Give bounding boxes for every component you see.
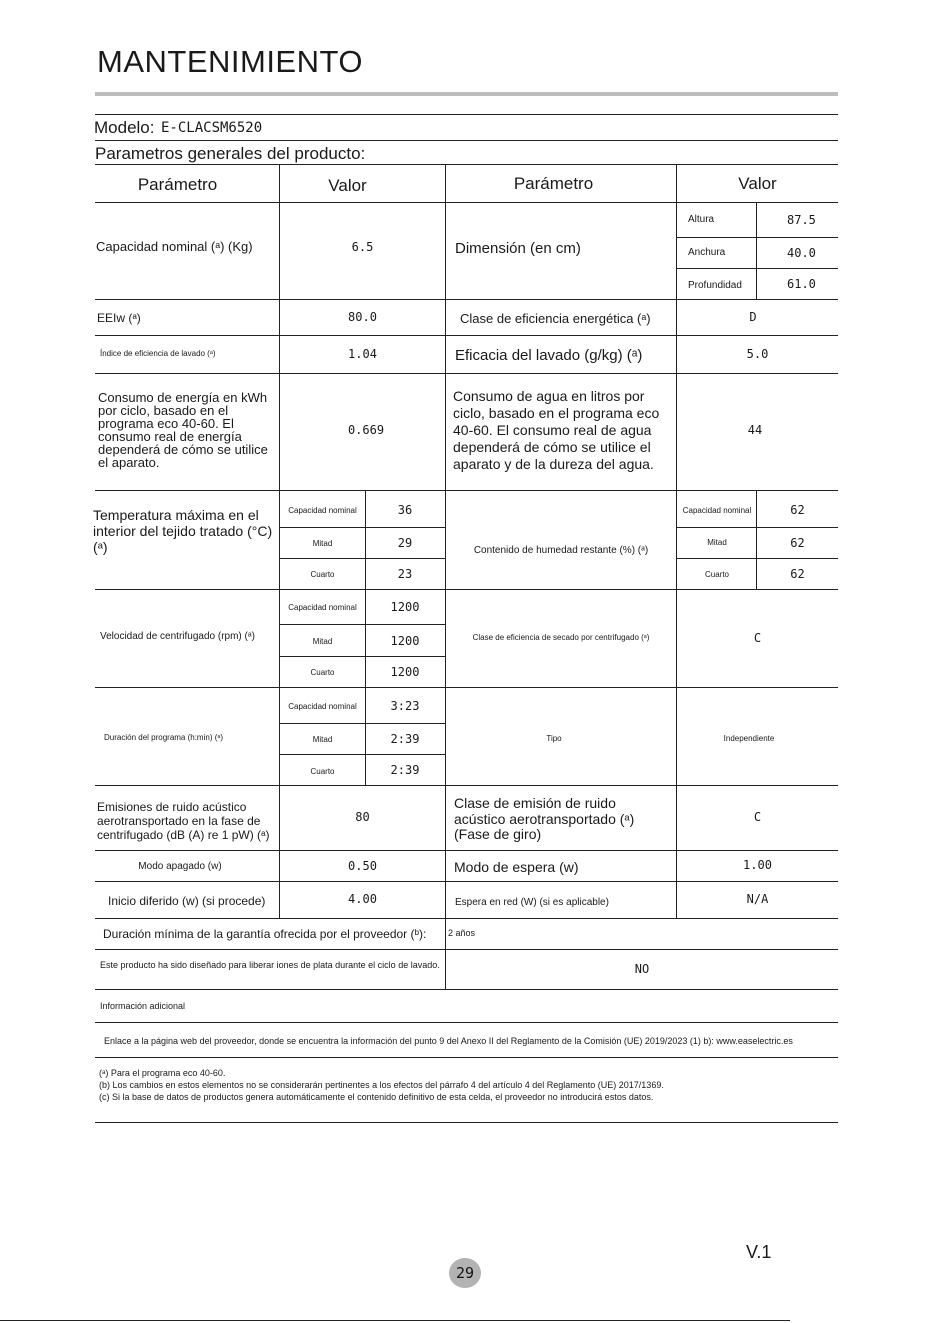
humedad-row-value: 62 <box>790 536 805 550</box>
divider <box>95 164 838 165</box>
humedad-row-value: 62 <box>790 503 805 517</box>
profundidad-label: Profundidad <box>688 280 742 291</box>
garantia-value: 2 años <box>448 928 476 938</box>
table-line <box>280 723 445 724</box>
table-line <box>95 1022 838 1023</box>
modelo-value: E-CLACSM6520 <box>161 120 263 136</box>
duracion-row-value: 2:39 <box>390 763 420 777</box>
table-line <box>95 989 838 990</box>
table-line <box>95 202 838 203</box>
inicio-diferido-value: 4.00 <box>348 892 377 906</box>
modo-espera-label: Modo de espera (w) <box>454 859 579 875</box>
version-label: V.1 <box>746 1242 772 1262</box>
espera-red-label: Espera en red (W) (si es aplicable) <box>455 897 609 908</box>
eficacia-lavado-label: Eficacia del lavado (g/kg) (ᵃ) <box>455 347 643 364</box>
velocidad-row-value: 1200 <box>390 600 420 614</box>
modelo-label: Modelo: <box>94 118 155 137</box>
indice-lavado-value: 1.04 <box>348 347 377 361</box>
tipo-value: Independiente <box>723 734 775 743</box>
duracion-row-value: 3:23 <box>390 699 420 713</box>
eei-label: EEIw (ᵃ) <box>97 311 141 325</box>
altura-value: 87.5 <box>787 213 816 227</box>
page-number: 29 <box>449 1258 481 1288</box>
capacidad-label: Capacidad nominal (ᵃ) (Kg) <box>96 239 253 254</box>
table-line <box>95 335 838 336</box>
anchura-label: Anchura <box>688 247 726 258</box>
table-line <box>95 850 838 851</box>
altura-label: Altura <box>688 214 715 225</box>
clase-eficiencia-value: D <box>749 310 757 324</box>
velocidad-row-value: 1200 <box>390 665 420 679</box>
modo-apagado-value: 0.50 <box>348 859 377 873</box>
table-line <box>677 558 838 559</box>
footnote: (b) Los cambios en estos elementos no se considerarán pertinentes a los efectos del párrafo 4 del artículo 4 del Reglamento (UE) 2017/1369. <box>99 1080 664 1090</box>
espera-red-value: N/A <box>746 892 769 906</box>
clase-secado-label: Clase de eficiencia de secado por centrifugado (ᵃ) <box>472 633 650 642</box>
table-line <box>95 881 838 882</box>
table-line <box>677 237 838 238</box>
bottom-rule <box>0 1320 790 1321</box>
footnote: (ᵃ) Para el programa eco 40-60. <box>99 1068 226 1078</box>
humedad-row-value: 62 <box>790 567 805 581</box>
consumo-energia-value: 0.669 <box>347 423 385 437</box>
table-vline <box>445 164 446 989</box>
table-line <box>280 624 445 625</box>
duracion-label: Duración del programa (h:min) (ᵃ) <box>104 733 224 742</box>
garantia-label: Duración mínima de la garantía ofrecida por el proveedor (ᵇ): <box>103 927 427 941</box>
enlace-text: Enlace a la página web del proveedor, donde se encuentra la información del punto 9 del Anexo II del Reglamento de la Comisión (UE) 2019/2023 (1) b): www.easelectric.es <box>104 1036 793 1046</box>
eei-value: 80.0 <box>348 310 377 324</box>
temperatura-row-label: Cuarto <box>310 570 335 579</box>
header-parametro: Parámetro <box>137 175 218 194</box>
table-line <box>95 589 838 590</box>
table-line <box>95 1057 838 1058</box>
duracion-row-label: Capacidad nominal <box>288 702 357 711</box>
iones-plata-value: NO <box>634 962 650 976</box>
footnote: (c) Si la base de datos de productos genera automáticamente el contenido definitivo de esta celda, el proveedor no introducirá estos datos. <box>99 1092 654 1102</box>
velocidad-row-label: Cuarto <box>310 668 335 677</box>
table-line <box>95 949 838 950</box>
temperatura-row-value: 23 <box>397 567 413 581</box>
consumo-agua-value: 44 <box>747 423 763 437</box>
tipo-label: Tipo <box>546 734 562 743</box>
anchura-value: 40.0 <box>787 246 816 260</box>
temperatura-row-label: Mitad <box>312 539 333 548</box>
table-line <box>95 1122 838 1123</box>
profundidad-value: 61.0 <box>787 277 816 291</box>
emisiones-value: 80 <box>355 810 370 824</box>
title-underline <box>95 92 838 96</box>
temperatura-row-value: 36 <box>397 503 413 517</box>
table-vline <box>756 202 757 299</box>
params-heading: Parametros generales del producto: <box>95 144 366 163</box>
header-valor: Valor <box>328 176 367 195</box>
table-line <box>280 656 445 657</box>
duracion-row-label: Cuarto <box>310 767 335 776</box>
table-line <box>677 268 838 269</box>
divider <box>95 114 838 115</box>
table-line <box>280 754 445 755</box>
duracion-row-value: 2:39 <box>390 732 420 746</box>
emisiones-label: Emisiones de ruido acústico aerotransportado en la fase de centrifugado (dB (A) re 1 pW) (ᵃ) <box>97 800 270 842</box>
velocidad-row-label: Mitad <box>312 637 333 646</box>
capacidad-value: 6.5 <box>351 240 374 254</box>
velocidad-label: Velocidad de centrifugado (rpm) (ᵃ) <box>100 631 255 642</box>
humedad-row-label: Cuarto <box>704 570 729 579</box>
table-line <box>677 527 838 528</box>
eficacia-lavado-value: 5.0 <box>746 347 769 361</box>
modo-espera-value: 1.00 <box>743 858 772 872</box>
info-adicional: Información adicional <box>100 1001 186 1011</box>
table-line <box>280 527 445 528</box>
clase-ruido-label: Clase de emisión de ruido acústico aerotransportado (ᵃ) (Fase de giro) <box>454 795 635 843</box>
table-line <box>280 558 445 559</box>
table-line <box>95 687 838 688</box>
table-line <box>95 299 838 300</box>
humedad-label: Contenido de humedad restante (%) (ᵃ) <box>473 545 649 556</box>
duracion-row-label: Mitad <box>312 735 333 744</box>
consumo-energia-label: Consumo de energía en kWh por ciclo, basado en el programa eco 40-60. El consumo real de energía dependerá de cómo se utilice el aparato. <box>98 390 268 470</box>
velocidad-row-value: 1200 <box>390 634 420 648</box>
consumo-agua-label: Consumo de agua en litros por ciclo, basado en el programa eco 40-60. El consumo real de agua dependerá de cómo se utilice el aparato y de la dureza del agua. <box>453 388 660 473</box>
header-parametro: Parámetro <box>513 174 594 193</box>
table-line <box>95 785 838 786</box>
iones-plata-label: Este producto ha sido diseñado para liberar iones de plata durante el ciclo de lavado. <box>100 960 440 970</box>
temperatura-label: Temperatura máxima en el interior del tejido tratado (°C) (ᵃ) <box>93 507 273 556</box>
divider <box>95 140 838 141</box>
humedad-row-label: Mitad <box>707 538 727 547</box>
table-line <box>95 490 838 491</box>
table-line <box>95 373 838 374</box>
indice-lavado-label: Índice de eficiencia de lavado (ᵃ) <box>100 349 216 358</box>
page-title: MANTENIMIENTO <box>97 44 363 79</box>
temperatura-row-value: 29 <box>397 536 413 550</box>
inicio-diferido-label: Inicio diferido (w) (si procede) <box>108 894 266 908</box>
clase-eficiencia-label: Clase de eficiencia energética (ᵃ) <box>460 311 651 326</box>
modo-apagado-label: Modo apagado (w) <box>138 861 222 872</box>
header-valor: Valor <box>738 174 777 193</box>
velocidad-row-label: Capacidad nominal <box>288 603 357 612</box>
clase-ruido-value: C <box>753 810 762 824</box>
temperatura-row-label: Capacidad nominal <box>288 506 357 515</box>
humedad-row-label: Capacidad nominal <box>682 506 752 515</box>
table-line <box>95 918 838 919</box>
clase-secado-value: C <box>753 631 762 645</box>
dimension-label: Dimensión (en cm) <box>455 240 581 257</box>
